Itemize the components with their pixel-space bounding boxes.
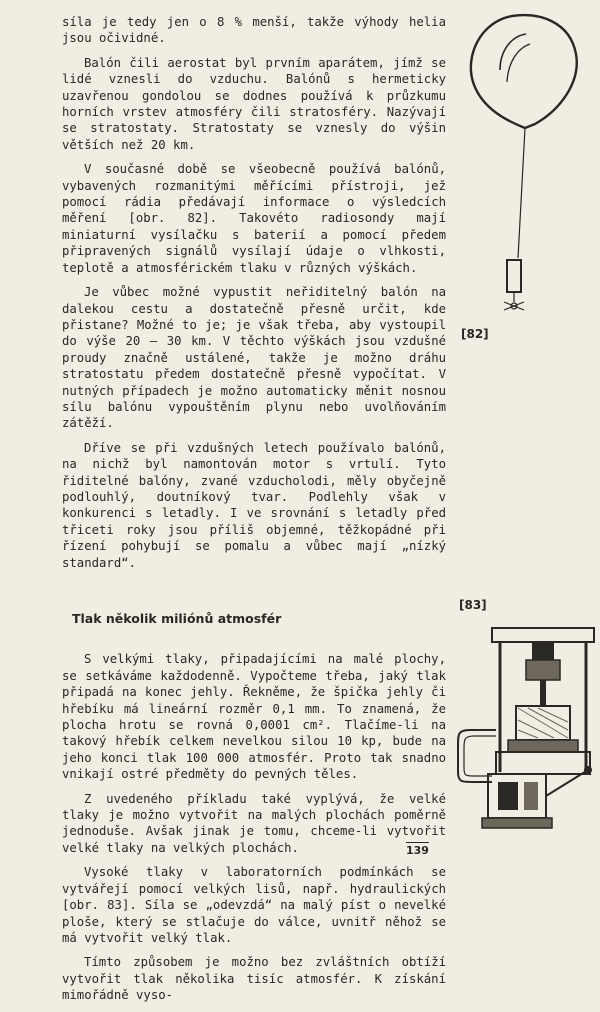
paragraph: S velkými tlaky, připadajícími na malé plochy, se setkáváme každodenně. Vypočteme třeba, jaký tlak připadá na konec jehly. Řekněme, že špička jehly či hřebíku má lineární rozměr 0,1 mm. To znamená, že plocha hrotu se rovná 0,0001 cm². Tlačíme-li na takový hřebík celkem nevelkou silou 10 kp, bude na jeho konci tlak 100 000 atmosfér. Proto tak snadno vnikají ostré předměty do pevných těles. (62, 652, 446, 782)
figure-83-label: [83] (459, 598, 487, 612)
paragraph: Dříve se při vzdušných letech používalo balónů, na nichž byl namontován motor s vrtulí. Tyto řiditelné balóny, zvané vzducholodi, měly obyčejně podlouhlý, doutníkový tvar. Podlehly však v konkurenci s letadly. I ve srovnání s letadly před třiceti roky jsou příliš objemné, těžkopádné při řízení pohybují se pomalu a vůbec mají „nízký standard“. (62, 440, 446, 570)
radiosonde-balloon-figure (460, 10, 590, 330)
figure-82-label: [82] (461, 327, 489, 341)
paragraph: V současné době se všeobecně používá balónů, vybavených rozmanitými měřícími přístroji, jež pomocí rádia předávají informace o výsledcích měření [obr. 82]. Takovéto radiosondy mají miniaturní vysílačku s baterií a pomocí předem připravených signálů vysílají údaje o vlhkosti, teplotě a atmosférickém tlaku v různých výškách. (62, 162, 446, 275)
paragraph: Z uvedeného příkladu také vyplývá, že velké tlaky je možno vytvořit na malých plochách poměrně jednoduše. Avšak jinak je tomu, chceme-li vytvořit velké tlaky na velkých plochách. (62, 791, 446, 855)
paragraph: Vysoké tlaky v laboratorních podmínkách se vytvářejí pomocí velkých lisů, např. hydraulických [obr. 83]. Síla se „odevzdá“ na malý píst o nevelké ploše, který se stlačuje do válce, uvnitř něhož se má vytvořit velký tlak. (62, 865, 446, 945)
paragraph: Balón čili aerostat byl prvním aparátem, jímž se lidé vznesli do vzduchu. Balónů s hermeticky uzavřenou gondolou se dodnes používá k průzkumu horních vrstev atmosféry čili stratosféry. Nazývají se stratostaty. Stratostaty se vznesly do výšin větších než 20 km. (62, 55, 446, 152)
paragraph: Tímto způsobem je možno bez zvláštních obtíží vytvořit tlak několika tisíc atmosfér. K získání mimořádně vyso- (62, 955, 446, 1003)
text-column (62, 14, 446, 1012)
page-number: 139 (406, 844, 429, 857)
paragraph: Je vůbec možné vypustit neřiditelný balón na dalekou cestu a dostatečně přesně určit, kde přistane? Možné to je; je však třeba, aby vystoupil do výše 20 — 30 km. V těchto výškách jsou vzdušné proudy značně ustálené, takže je možno dráhu stratostatu předem dostatečně přesně vypočítat. V nutných případech je možno automaticky měnit nosnou sílu balónu vypouštěním plynu nebo uvolňováním zátěží. (62, 285, 446, 431)
hydraulic-press-figure (452, 622, 598, 837)
paragraph: síla je tedy jen o 8 % menší, takže výhody helia jsou očividné. (62, 15, 446, 46)
section-heading: Tlak několik miliónů atmosfér (72, 611, 282, 626)
